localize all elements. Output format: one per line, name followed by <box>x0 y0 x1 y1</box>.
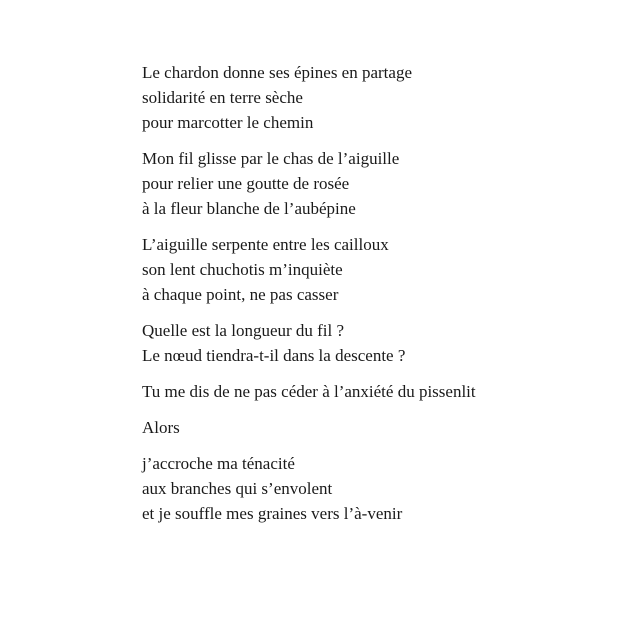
poem-line: à chaque point, ne pas casser <box>142 285 339 304</box>
poem-line: Le nœud tiendra-t-il dans la descente ? <box>142 346 406 365</box>
poem-line: L’aiguille serpente entre les cailloux <box>142 235 389 254</box>
stanza-6 <box>142 415 612 440</box>
stanza-3 <box>142 232 612 307</box>
poem <box>142 60 612 537</box>
poem-line: pour relier une goutte de rosée <box>142 174 350 193</box>
poem-line: son lent chuchotis m’inquiète <box>142 260 343 279</box>
poem-line: à la fleur blanche de l’aubépine <box>142 199 356 218</box>
poem-line: Le chardon donne ses épines en partage <box>142 63 412 82</box>
stanza-2 <box>142 146 612 221</box>
poem-line: j’accroche ma ténacité <box>142 454 295 473</box>
poem-line: aux branches qui s’envolent <box>142 479 333 498</box>
poem-line: Mon fil glisse par le chas de l’aiguille <box>142 149 400 168</box>
poem-line: solidarité en terre sèche <box>142 88 303 107</box>
poem-line: Quelle est la longueur du fil ? <box>142 321 345 340</box>
poem-line: et je souffle mes graines vers l’à-venir <box>142 504 403 523</box>
stanza-4 <box>142 318 612 368</box>
stanza-5 <box>142 379 612 404</box>
poem-line: Alors <box>142 418 180 437</box>
poem-line: pour marcotter le chemin <box>142 113 314 132</box>
stanza-1 <box>142 60 612 135</box>
poem-line: Tu me dis de ne pas céder à l’anxiété du pissenlit <box>142 382 476 401</box>
stanza-7 <box>142 451 612 526</box>
